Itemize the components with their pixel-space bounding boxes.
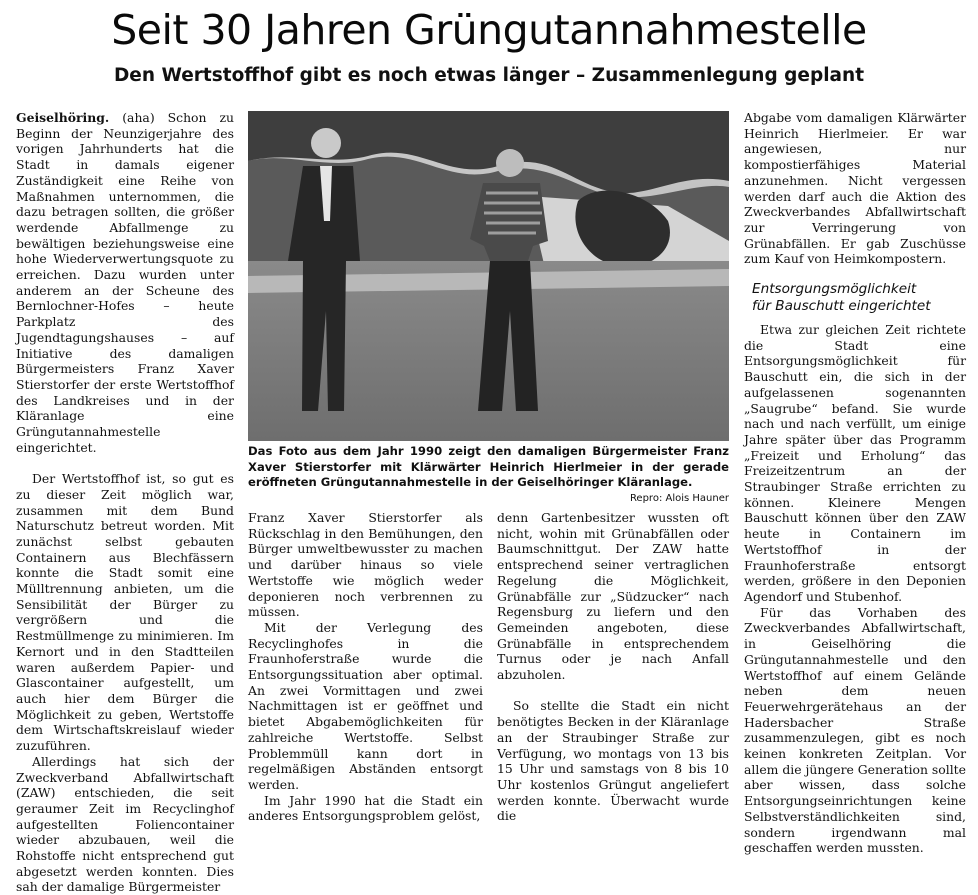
section-heading-line: Entsorgungsmöglichkeit [752, 281, 917, 298]
article-column-3 [497, 510, 729, 824]
article-column-1 [16, 110, 234, 895]
section-heading [752, 281, 966, 315]
article-column-4 [744, 110, 966, 856]
paragraph: Allerdings hat sich der Zweckverband Abfallwirtschaft (ZAW) entschieden, die seit geraumer Zeit im Recyclinghof aufgestellten Foliencontainer wieder abzubauen, weil die Rohstoffe nicht entsprechend gut abgesetzt werden konnten. Dies sah der damalige Bürgermeister [16, 753, 234, 895]
article-column-2 [248, 510, 483, 824]
paragraph: Mit der Verlegung des Recyclinghofes in die Fraunhoferstraße wurde die Entsorgungssituation aber optimal. An zwei Vormittagen und zwei Nachmittagen ist er geöffnet und bietet Abgabemöglichkeiten für zahlreiche Wertstoffe. Selbst Problemmüll kann dort in regelmäßigen Abständen entsorgt werden. [248, 619, 483, 792]
paragraph: Im Jahr 1990 hat die Stadt ein anderes Entsorgungsproblem gelöst, [248, 792, 483, 824]
photo-credit: Repro: Alois Hauner [629, 492, 729, 504]
paragraph: Der Wertstoffhof ist, so gut es zu dieser Zeit möglich war, zusammen mit dem Bund Naturschutz betreut worden. Mit zunächst selbst gebauten Containern aus Blechfässern konnte die Stadt somit eine Mülltrennung anbieten, um die Sensibilität der Bürger zu vergrößern und die Restmüllmenge zu minimieren. Im Kernort und in den Stadtteilen waren außerdem Papier- und Glascontainer aufgestellt, um auch hier dem Bürger die Möglichkeit zu geben, Wertstoffe dem Wirtschaftskreislauf wieder zuzuführen. [16, 471, 234, 754]
section-heading-line: für Bauschutt eingerichtet [752, 298, 931, 315]
paragraph-text: (aha) Schon zu Beginn der Neunzigerjahre des vorigen Jahrhunderts hat die Stadt in damals eigener Zuständigkeit eine Reihe von Maßnahmen unternommen, die dazu betragen sollten, die größer werdende Abfallmenge zu bewältigen beziehungsweise eine hohe Wiederverwertungsquote zu erreichen. Dazu wurden unter anderem an der Scheune des Bernlochner-Hofes – heute Parkplatz des Jugendtagungshauses – auf Initiative des damaligen Bürgermeisters Franz Xaver Stierstorfer der erste Wertstoffhof des Landkreises und in der Kläranlage eine Grüngutannahmestelle eingerichtet. [16, 110, 234, 455]
photo-caption [248, 444, 729, 506]
paragraph: Franz Xaver Stierstorfer als Rückschlag in den Bemühungen, den Bürger umweltbewusster zu machen und darüber hinaus so viele Wertstoffe wie möglich weder deponieren noch verbrennen zu müssen. [248, 510, 483, 620]
paragraph: denn Gartenbesitzer wussten oft nicht, wohin mit Grünabfällen oder Baumschnittgut. Der ZAW hatte entsprechend seiner vertraglichen Regelung die Möglichkeit, Grünabfälle zur „Südzucker“ nach Regensburg zu liefern und den Gemeinden angeboten, diese Grünabfälle in entsprechendem Turnus oder je nach Anfall abzuholen. [497, 510, 729, 683]
dateline: Geiselhöring. [16, 110, 110, 125]
headline: Seit 30 Jahren Grüngutannahmestelle [111, 6, 867, 54]
paragraph: Etwa zur gleichen Zeit richtete die Stadt eine Entsorgungsmöglichkeit für Bauschutt ein, die sich in der aufgelassenen sogenannten „Saugrube“ befand. Sie wurde nach und nach verfüllt, um einige Jahre später über das Programm „Freizeit und Erholung“ das Freizeitzentrum an der Straubinger Straße errichten zu können. Kleinere Mengen Bauschutt können über den ZAW heute in Containern im Wertstoffhof in der Fraunhoferstraße entsorgt werden, größere in den Deponien Agendorf und Stubenhof. [744, 322, 966, 604]
paragraph: Abgabe vom damaligen Klärwärter Heinrich Hierlmeier. Er war angewiesen, nur kompostierfähiges Material anzunehmen. Nicht vergessen werden darf auch die Aktion des Zweckverbandes Abfallwirtschaft zur Verringerung von Grünabfällen. Er gab Zuschüsse zum Kauf von Heimkompostern. [744, 110, 966, 267]
subheadline: Den Wertstoffhof gibt es noch etwas länger – Zusammenlegung geplant [113, 65, 865, 86]
paragraph: Für das Vorhaben des Zweckverbandes Abfallwirtschaft, in Geiselhöring die Grüngutannahmestelle und den Wertstoffhof auf einem Gelände neben dem neuen Feuerwehrgerätehaus an der Hadersbacher Straße zusammenzulegen, gibt es noch keinen konkreten Zeitplan. Vor allem die jüngere Generation sollte aber wissen, dass solche Entsorgungseinrichtungen keine Selbstverständlichkeiten sind, sondern irgendwann mal geschaffen werden mussten. [744, 604, 966, 856]
article-photo [248, 111, 729, 441]
paragraph [16, 110, 234, 455]
paragraph: So stellte die Stadt ein nicht benötigtes Becken in der Kläranlage an der Straubinger Straße zur Verfügung, wo montags von 13 bis 15 Uhr und samstags von 8 bis 10 Uhr kostenlos Grüngut angeliefert werden konnte. Überwacht wurde die [497, 698, 729, 824]
caption-text: Das Foto aus dem Jahr 1990 zeigt den damaligen Bürgermeister Franz Xaver Stierstorfer mit Klärwärter Heinrich Hierlmeier in der gerade eröffneten Grüngutannahmestelle in der Geiselhöringer Kläranlage. [248, 444, 729, 490]
